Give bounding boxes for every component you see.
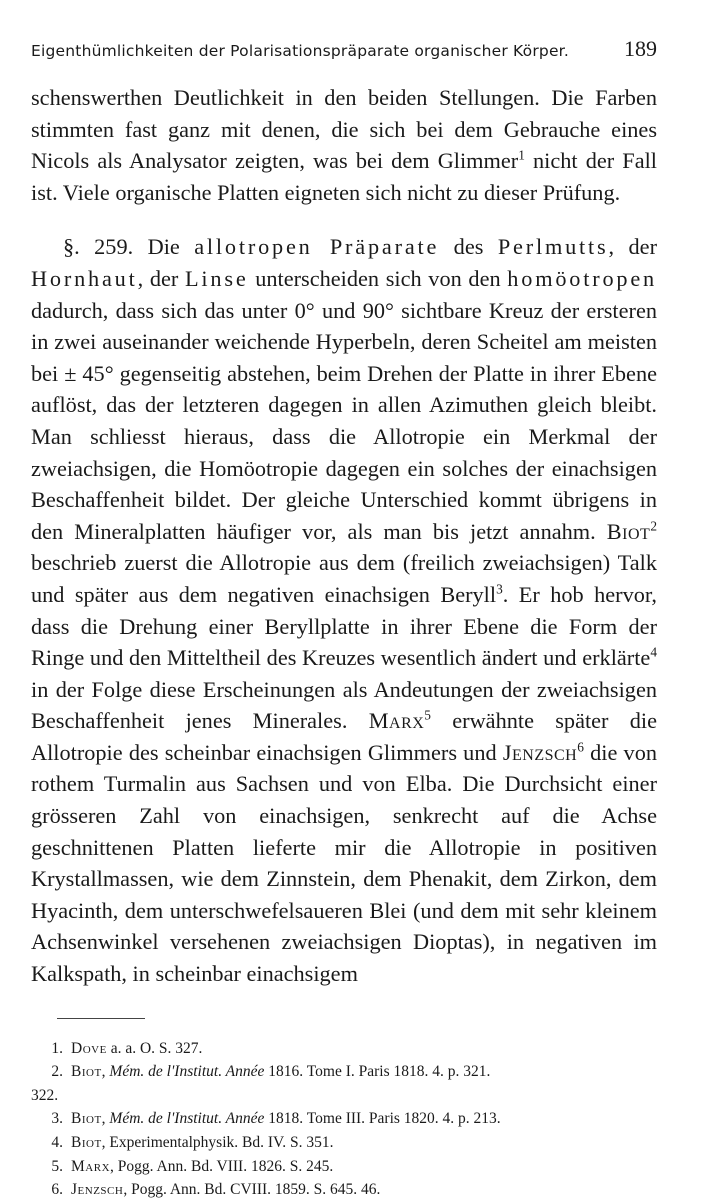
footnote-2	[31, 1060, 657, 1084]
paragraph-section-259	[31, 231, 657, 989]
footnote-number: 1.	[51, 1039, 63, 1057]
footnote-ref-5: 5	[424, 707, 431, 723]
footnote-text: ,	[101, 1110, 110, 1128]
paragraph-text: in der Folge diese Erscheinungen als Andeutungen der zweiachsigen Beschaffenheit jenes Minerales.	[31, 676, 657, 734]
emphasis-term: homöotropen	[507, 265, 657, 291]
footnote-text: 1816. Tome I. Paris 1818. 4. p. 321.	[264, 1063, 491, 1081]
footnote-number: 3.	[51, 1110, 63, 1128]
footnote-author: Dove	[71, 1039, 107, 1057]
footnote-title: Mém. de l'Institut. Année	[109, 1063, 265, 1081]
footnote-number: 6.	[51, 1181, 63, 1199]
paragraph-text: erwähnte später die Allotropie des scheinbar einachsigen Glimmers und	[31, 708, 657, 765]
footnote-divider	[57, 1018, 145, 1019]
footnote-author: Biot	[71, 1063, 102, 1081]
footnotes	[31, 1037, 657, 1202]
paragraph-text: des	[439, 234, 498, 260]
footnote-text: , Pogg. Ann. Bd. CVIII. 1859. S. 645. 46.	[123, 1181, 381, 1199]
footnote-text: ,	[101, 1063, 110, 1081]
footnote-text: , Experimentalphysik. Bd. IV. S. 351.	[101, 1134, 334, 1151]
footnote-text: a. a. O. S. 327.	[106, 1039, 203, 1057]
footnote-ref-4: 4	[650, 644, 657, 660]
paragraph-text: Die	[133, 234, 195, 260]
footnote-author: Biot	[71, 1110, 102, 1128]
emphasis-term: Hornhaut	[31, 265, 138, 291]
footnote-text: , Pogg. Ann. Bd. VIII. 1826. S. 245.	[110, 1157, 334, 1175]
paragraph-text: , der	[137, 265, 186, 291]
paragraph-text: beschrieb zuerst die Allotropie aus dem (freilich zweiachsigen) Talk und später aus dem negativen einachsigen Beryll	[31, 550, 657, 607]
footnote-2-continuation: 322.	[31, 1086, 59, 1104]
footnote-ref-3: 3	[496, 581, 503, 597]
author-name: Marx	[368, 708, 425, 734]
author-name: Jenzsch	[502, 739, 578, 765]
emphasis-term: allotropen Präparate	[194, 234, 440, 260]
footnote-number: 2.	[51, 1063, 63, 1081]
footnote-4	[31, 1131, 657, 1155]
footnote-3	[31, 1107, 657, 1131]
footnote-number: 5.	[51, 1157, 63, 1175]
page-header	[31, 36, 657, 64]
paragraph-continued	[31, 82, 657, 208]
footnote-text: 1818. Tome III. Paris 1820. 4. p. 213.	[264, 1110, 501, 1128]
footnote-author: Marx	[71, 1157, 111, 1175]
paragraph-text: . Er hob hervor, dass die Drehung einer Beryllplatte in ihrer Ebene die Form der Ringe und den Mitteltheil des Kreuzes wesentlich ändert und erklärte	[31, 581, 657, 671]
running-head: Eigenthümlichkeiten der Polarisationspräparate organischer Körper.	[31, 42, 569, 60]
paragraph-text: dadurch, dass sich das unter 0° und 90° sichtbare Kreuz der ersteren in zwei auseinander weichende Hyperbeln, deren Scheitel am meisten bei ± 45° gegenseitig abstehen, beim Drehen der Platte in ihrer Ebene auflöst, das der letzteren dagegen in allen Azimuthen gleich bleibt. Man schliesst hieraus, dass die Allotropie ein Merkmal der zweiachsigen, die Homöotropie dagegen ein solches der einachsigen Beschaffenheit bildet. Der gleiche Unterschied kommt übrigens in den Mineralplatten häufiger vor, als man bis jetzt annahm.	[31, 297, 657, 544]
footnote-5	[31, 1155, 657, 1179]
author-name: Biot	[606, 518, 651, 544]
footnote-1	[31, 1037, 657, 1061]
footnote-number: 4.	[51, 1134, 63, 1151]
paragraph-text: nicht der Fall ist. Viele organische Platten eigneten sich nicht zu dieser Prüfung.	[31, 148, 657, 205]
main-text	[31, 82, 657, 990]
footnote-ref-2: 2	[650, 518, 657, 534]
page-number: 189	[624, 36, 657, 61]
emphasis-term: Linse	[185, 265, 249, 291]
footnote-6	[31, 1178, 657, 1202]
section-number: §. 259.	[63, 234, 134, 260]
footnote-author: Jenzsch	[71, 1181, 124, 1199]
paragraph-text: die von rothem Turmalin aus Sachsen und von Elba. Die Durchsicht einer grösseren Zahl von einachsigen, senkrecht auf die Achse geschnittenen Platten lieferte mir die Allotropie in positiven Krystallmassen, wie dem Zinnstein, dem Phenakit, dem Zirkon, dem Hyacinth, dem unterschwefelsaueren Blei (und dem mit sehr kleinem Achsenwinkel versehenen zweiachsigen Dioptas), in negativen im Kalkspath, in scheinbar einachsigem	[31, 739, 657, 987]
footnote-ref-6: 6	[577, 739, 584, 755]
paragraph-text: schenswerthen Deutlichkeit in den beiden Stellungen. Die Farben stimmten fast ganz mit denen, die sich bei dem Gebrauche eines Nicols als Analysator zeigten, was bei dem Glimmer	[31, 85, 657, 174]
paragraph-text: unterscheiden sich von den	[248, 265, 508, 291]
paragraph-text: , der	[608, 234, 658, 260]
emphasis-term: Perlmutts	[497, 234, 609, 260]
footnote-title: Mém. de l'Institut. Année	[109, 1110, 265, 1128]
footnote-author: Biot	[71, 1134, 102, 1151]
footnote-ref-1: 1	[518, 147, 525, 163]
